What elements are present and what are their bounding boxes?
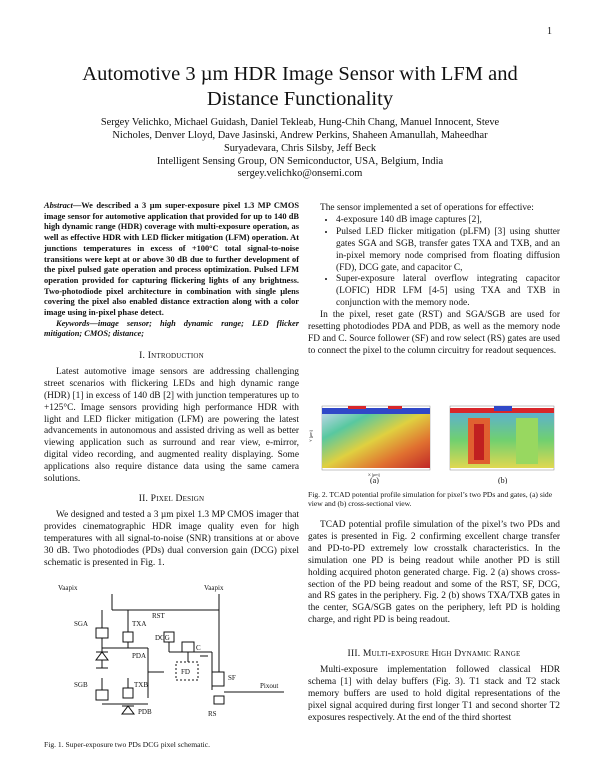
tcad-simulation-figure bbox=[308, 404, 560, 484]
label-txa: TXA bbox=[132, 620, 147, 628]
abstract-label: Abstract bbox=[44, 201, 73, 210]
operation-item: • Super-exposure lateral overflow integrating capacitor (LOFIC) HDR LFM [4-5] using TXA and TXB in conjunction with the memory node. bbox=[336, 274, 560, 310]
operation-item: • Pulsed LED flicker mitigation (pLFM) [3] using shutter gates SGA and SGB, transfer gates TXA and TXB, and an in-pixel memory node comprised from floating diffusion (FD), DCG gate, and capacitor C, bbox=[336, 227, 560, 275]
operations-intro: The sensor implemented a set of operations for effective: bbox=[320, 203, 534, 213]
pixel-design-heading: II. Pixel Design bbox=[138, 493, 205, 504]
tcad-y-axis-label: Y [µm] bbox=[308, 430, 313, 442]
tcad-a-gate bbox=[388, 406, 402, 409]
pixel-schematic-figure bbox=[44, 580, 299, 720]
schematic-transistor bbox=[123, 688, 133, 698]
row-select-transistor bbox=[214, 696, 224, 704]
abstract bbox=[44, 201, 299, 340]
figure1-caption: Fig. 1. Super-exposure two PDs DCG pixel schematic. bbox=[44, 740, 211, 749]
author-line: Sergey Velichko, Michael Guidash, Daniel Tekleab, Hung-Chih Chang, Manuel Innocent, Steve bbox=[100, 117, 500, 128]
tcad-a-gate-layer bbox=[322, 408, 430, 414]
keywords-label: Keywords bbox=[56, 318, 90, 328]
label-rs: RS bbox=[208, 710, 217, 718]
title-line: Distance Functionality bbox=[206, 88, 394, 110]
label-pdb: PDB bbox=[138, 708, 152, 716]
gates-paragraph: In the pixel, reset gate (RST) and SGA/SGB are used for resetting photodiodes PDA and PDB, as well as the memory node FD and C. Source follower (SF) and row select (RS) gates are used to connect the pixel to the column circuitry for readout sequences. bbox=[308, 310, 560, 356]
source-follower-transistor bbox=[212, 672, 224, 686]
label-sf: SF bbox=[228, 674, 236, 682]
author-email: sergey.velichko@onsemi.com bbox=[237, 168, 363, 179]
pixel-design-paragraph: We designed and tested a 3 µm pixel 1.3 MP CMOS imager that provides cinematographic HDR image quality even for high temperatures with all signal-to-noise (SNR) transitions at or above 30 dB. Two photodiodes (PDs) dual conversion gain (DCG) pixel schematic is presented in Fig. 1. bbox=[44, 509, 299, 568]
operations-list bbox=[308, 215, 560, 310]
label-sgb: SGB bbox=[74, 681, 88, 689]
tcad-label-a: (a) bbox=[370, 476, 379, 484]
tcad-paragraph: TCAD potential profile simulation of the pixel’s two PDs and gates is presented in Fig. 2 confirming excellent charge transfer and PD-to-PD extremely low crosstalk characteristics. In the simulation one PD is being readout while another PD is still holding acquired photon generated charge. Fig. 2 (a) shows cross-section of the PD being readout and some of the RST, SF, DCG, and RS gates in the periphery. Fig. 2 (b) shows TXA/TXB gates in the center, SGA/SGB gates on the periphery, left PD is holding charge, and right PD is being readout. bbox=[308, 520, 560, 626]
tcad-b-right-pd bbox=[516, 418, 538, 464]
label-fd: FD bbox=[181, 668, 190, 676]
affiliation: Intelligent Sensing Group, ON Semiconductor, USA, Belgium, India bbox=[156, 156, 444, 167]
pixel-design-section bbox=[44, 493, 299, 569]
schematic-diode bbox=[96, 652, 108, 660]
label-sga: SGA bbox=[74, 620, 89, 628]
label-vaapix-left: Vaapix bbox=[58, 584, 78, 592]
tcad-a-potential-map bbox=[322, 410, 430, 468]
paper-title bbox=[40, 62, 560, 112]
tcad-b-left-pd-core bbox=[474, 424, 484, 460]
label-txb: TXB bbox=[134, 681, 148, 689]
tcad-b-gate bbox=[494, 406, 512, 411]
label-pda: PDA bbox=[132, 652, 147, 660]
tcad-x-axis-label: X [µm] bbox=[368, 472, 380, 477]
author-line: Nicholes, Denver Lloyd, Dave Jasinski, Andrew Perkins, Shaheen Amanullah, Maheedhar bbox=[112, 130, 488, 141]
schematic-transistor bbox=[123, 632, 133, 642]
figure2-caption: Fig. 2. TCAD potential profile simulation for pixel’s two PDs and gates, (a) side view and (b) cross-sectional view. bbox=[308, 490, 553, 509]
operations-section bbox=[308, 203, 560, 358]
label-rst: RST bbox=[152, 612, 165, 620]
tcad-section bbox=[308, 520, 560, 627]
schematic-transistor bbox=[96, 690, 108, 700]
affiliation-block bbox=[60, 156, 540, 180]
label-dcg: DCG bbox=[155, 634, 170, 642]
label-vaapix-right: Vaapix bbox=[204, 584, 224, 592]
schematic-transistor bbox=[182, 642, 194, 652]
keywords-text: —image sensor; high dynamic range; LED flicker mitigation; CMOS; distance; bbox=[44, 318, 299, 339]
label-pixout: Pixout bbox=[260, 682, 279, 690]
tcad-a-gate bbox=[348, 406, 366, 409]
hdr-section bbox=[308, 648, 560, 724]
page-number: 1 bbox=[547, 26, 552, 37]
tcad-label-b: (b) bbox=[498, 476, 508, 484]
author-list bbox=[60, 116, 540, 155]
operation-item: • 4-exposure 140 dB image captures [2], bbox=[336, 215, 560, 227]
schematic-transistor bbox=[96, 628, 108, 638]
schematic-diode bbox=[122, 706, 134, 714]
introduction-section bbox=[44, 350, 299, 486]
abstract-text: —We described a 3 µm super-exposure pixel 1.3 MP CMOS image sensor for automotive application that provided for up to 140 dB high dynamic range (HDR) coverage with multi-exposure operation, as well as effective HDR with LED flicker mitigation (LFM) operation. At junctions temperatures in excess of +100°C total signal-to-noise transitions were kept at or above 30 dB due to further development of the pixel pulsed gate operation and process optimization. Pulsed LFM operation provided for capturing flickering lights of any brightness. Two-photodiode pixel architecture in combination with single µlens covering the pixel also enabled distance extraction along with a color image using in-pixel phase detect. bbox=[44, 201, 299, 318]
introduction-heading: I. Introduction bbox=[139, 350, 204, 361]
label-c: C bbox=[196, 644, 201, 652]
tcad-b-potential-map bbox=[450, 412, 554, 468]
hdr-paragraph: Multi-exposure implementation followed classical HDR schema [1] with delay buffers (Fig. 3). T1 stack and T2 stack memory buffers are used to hold digital representations of the pixel signal acquired during first longer T1 and second shorter T2 exposures respectively. At the end of the third shortest bbox=[308, 664, 560, 723]
introduction-paragraph: Latest automotive image sensors are addressing challenging street scenarios with flickering LEDs and high dynamic range (HDR) [1] in excess of 140 dB [2] with junction temperatures up to +125°C. Image sensors providing high performance HDR with light and LED flicker mitigation (LFM) are powering the latest advancements in autonomous and assisted driving as well as better viewing application such as surround and rear view, e-mirror, digital video recording, and augmented reality displaying. Some applications also require distance data using the same camera solutions. bbox=[44, 366, 299, 485]
hdr-heading: III. Multi-exposure High Dynamic Range bbox=[347, 648, 521, 659]
author-line: Suryadevara, Chris Silsby, Jeff Beck bbox=[223, 143, 377, 154]
title-line: Automotive 3 µm HDR Image Sensor with LFM and bbox=[82, 63, 518, 85]
